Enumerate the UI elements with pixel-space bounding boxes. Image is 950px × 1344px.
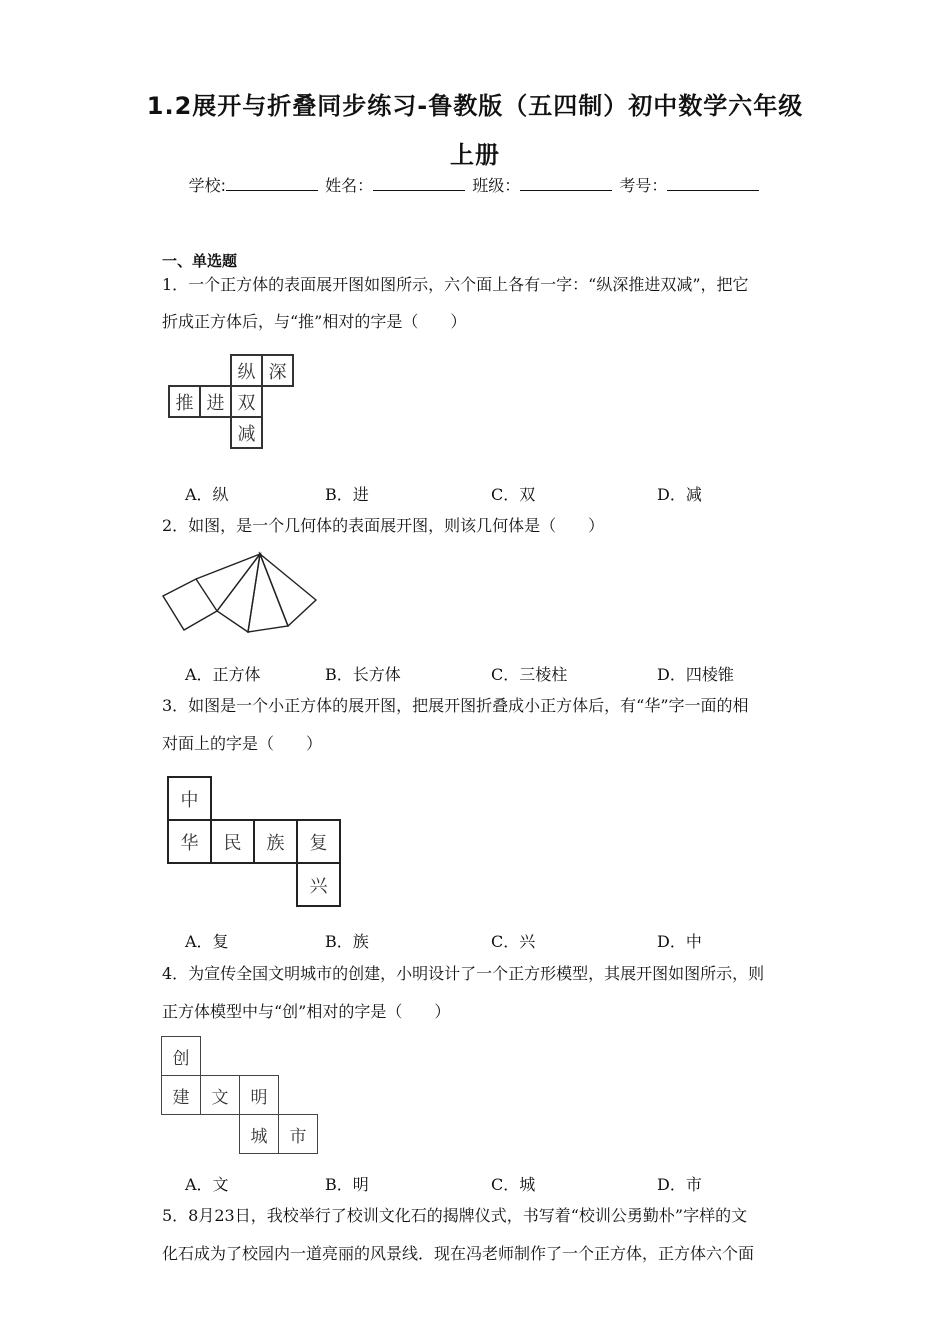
question-2-option-a: A．正方体: [185, 665, 261, 684]
question-1-line1: 1．一个正方体的表面展开图如图所示，六个面上各有一字：“纵深推进双减”，把它: [162, 275, 749, 294]
net-cell: 民: [210, 819, 255, 864]
net-cell: 双: [230, 385, 263, 418]
school-label: 学校:: [188, 176, 227, 195]
question-3-line2: 对面上的字是（ ）: [162, 734, 323, 753]
net-triangle-face: [260, 554, 316, 626]
net-cell: 创: [161, 1036, 201, 1076]
question-1-option-d: D．减: [657, 485, 702, 504]
name-label: 姓名：: [325, 176, 374, 195]
net-cell: 减: [230, 416, 263, 449]
question-3-option-d: D．中: [657, 932, 702, 951]
question-4-option-a: A．文: [185, 1175, 229, 1194]
question-5-line2: 化石成为了校园内一道亮丽的风景线．现在冯老师制作了一个正方体，正方体六个面: [162, 1244, 755, 1263]
school-blank: [226, 176, 318, 191]
question-1-cube-net: [166, 354, 296, 452]
net-cell: 建: [161, 1075, 201, 1115]
question-3-option-a: A．复: [185, 932, 229, 951]
question-2-option-b: B．长方体: [325, 665, 401, 684]
exam-no-blank: [667, 176, 759, 191]
net-cell: 复: [296, 819, 341, 864]
student-info-row: [0, 173, 950, 196]
question-3-option-c: C．兴: [491, 932, 536, 951]
question-4-option-c: C．城: [491, 1175, 536, 1194]
question-5-line1: 5．8月23日，我校举行了校训文化石的揭牌仪式，书写着“校训公勇勤朴”字样的文: [162, 1206, 748, 1225]
question-4-option-d: D．市: [657, 1175, 702, 1194]
question-4-line2: 正方体模型中与“创”相对的字是（ ）: [162, 1002, 451, 1021]
net-cell: 进: [199, 385, 232, 418]
question-3-option-b: B．族: [325, 932, 369, 951]
net-cell: 推: [168, 385, 201, 418]
net-cell: 文: [200, 1075, 240, 1115]
document-title-line1: 1.2展开与折叠同步练习-鲁教版（五四制）初中数学六年级: [146, 92, 804, 120]
question-4-line1: 4．为宣传全国文明城市的创建，小明设计了一个正方形模型，其展开图如图所示，则: [162, 964, 765, 983]
question-1-option-c: C．双: [491, 485, 536, 504]
net-cell: 中: [167, 776, 212, 821]
net-cell: 纵: [230, 354, 263, 387]
net-triangle-face: [248, 554, 288, 632]
question-4-option-b: B．明: [325, 1175, 369, 1194]
question-3-cube-net: [167, 776, 343, 908]
net-cell: 城: [239, 1114, 279, 1154]
net-cell: 明: [239, 1075, 279, 1115]
document-title-line2: 上册: [450, 141, 500, 169]
class-label: 班级：: [472, 176, 521, 195]
question-1-option-a: A．纵: [185, 485, 229, 504]
question-3-line1: 3．如图是一个小正方体的展开图，把展开图折叠成小正方体后，有“华”字一面的相: [162, 696, 749, 715]
exam-no-label: 考号：: [619, 176, 668, 195]
net-triangle-face: [196, 554, 260, 611]
section-title: 一、单选题: [162, 252, 238, 270]
net-cell: 深: [261, 354, 294, 387]
net-cell: 市: [278, 1114, 318, 1154]
question-1-option-b: B．进: [325, 485, 369, 504]
question-4-cube-net: [161, 1036, 321, 1156]
question-2-line1: 2．如图，是一个几何体的表面展开图，则该几何体是（ ）: [162, 516, 605, 535]
question-2-option-d: D．四棱锥: [657, 665, 734, 684]
question-1-line2: 折成正方体后，与“推”相对的字是（ ）: [162, 312, 467, 331]
name-blank: [373, 176, 465, 191]
net-square-face: [163, 579, 217, 630]
net-cell: 华: [167, 819, 212, 864]
question-2-pyramid-net: [160, 550, 322, 636]
net-cell: 兴: [296, 862, 341, 907]
class-blank: [520, 176, 612, 191]
question-2-option-c: C．三棱柱: [491, 665, 568, 684]
net-cell: 族: [253, 819, 298, 864]
